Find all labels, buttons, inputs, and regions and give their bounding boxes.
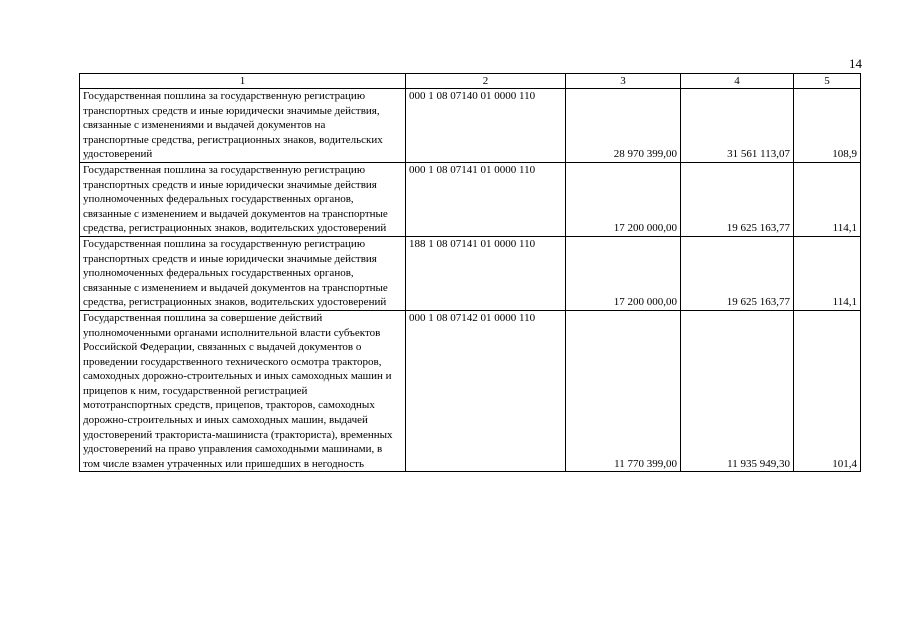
column-header-4: 4 [681, 74, 794, 89]
table-header-row [80, 74, 861, 89]
table-row [80, 162, 861, 236]
budget-code-cell: 000 1 08 07141 01 0000 110 [406, 162, 566, 236]
revenue-name-cell [80, 310, 406, 472]
column-header-1: 1 [80, 74, 406, 89]
fact-amount-cell: 31 561 113,07 [681, 89, 794, 163]
budget-code-cell: 188 1 08 07141 01 0000 110 [406, 236, 566, 310]
revenue-table [79, 73, 861, 472]
plan-amount-cell: 28 970 399,00 [566, 89, 681, 163]
table-row [80, 236, 861, 310]
budget-code-cell: 000 1 08 07142 01 0000 110 [406, 310, 566, 472]
column-header-2: 2 [406, 74, 566, 89]
page-number: 14 [849, 56, 862, 71]
execution-percent-cell: 114,1 [794, 236, 861, 310]
revenue-name: Государственная пошлина за государственную регистрацию транспортных средств и иные юридически значимые действия уполномоченных федеральных государственных органов, связанные с изменением и выдачей документов на транспортные средства, регистрационных знаков, водительских удостоверений [83, 237, 388, 309]
fact-amount-cell: 11 935 949,30 [681, 310, 794, 472]
plan-amount-cell: 17 200 000,00 [566, 162, 681, 236]
table-row [80, 89, 861, 163]
column-header-5: 5 [794, 74, 861, 89]
fact-amount-cell: 19 625 163,77 [681, 236, 794, 310]
revenue-name: Государственная пошлина за государственную регистрацию транспортных средств и иные юридически значимые действия уполномоченных федеральных государственных органов, связанные с изменением и выдачей документов на транспортные средства, регистрационных знаков, водительских удостоверений [83, 163, 388, 235]
execution-percent-cell: 114,1 [794, 162, 861, 236]
plan-amount-cell: 11 770 399,00 [566, 310, 681, 472]
column-header-3: 3 [566, 74, 681, 89]
table-row [80, 310, 861, 472]
revenue-name-cell [80, 236, 406, 310]
revenue-name-cell [80, 162, 406, 236]
fact-amount-cell: 19 625 163,77 [681, 162, 794, 236]
execution-percent-cell: 108,9 [794, 89, 861, 163]
revenue-name-cell [80, 89, 406, 163]
revenue-name: Государственная пошлина за совершение действий уполномоченными органами исполнительной власти субъектов Российской Федерации, связанных с выдачей документов о проведении государственного технического осмотра тракторов, самоходных дорожно-строительных и иных самоходных машин и прицепов к ним, государственной регистрацией мототранспортных средств, прицепов, тракторов, самоходных дорожно-строительных и иных самоходных машин, выдачей удостоверений тракториста-машиниста (тракториста), временных удостоверений на право управления самоходными машинами, в том числе взамен утраченных или пришедших в негодность [83, 311, 393, 470]
budget-code-cell: 000 1 08 07140 01 0000 110 [406, 89, 566, 163]
revenue-name: Государственная пошлина за государственную регистрацию транспортных средств и иные юридически значимые действия, связанные с изменениями и выдачей документов на транспортные средства, регистрационных знаков, водительских удостоверений [83, 90, 383, 161]
plan-amount-cell: 17 200 000,00 [566, 236, 681, 310]
execution-percent-cell: 101,4 [794, 310, 861, 472]
